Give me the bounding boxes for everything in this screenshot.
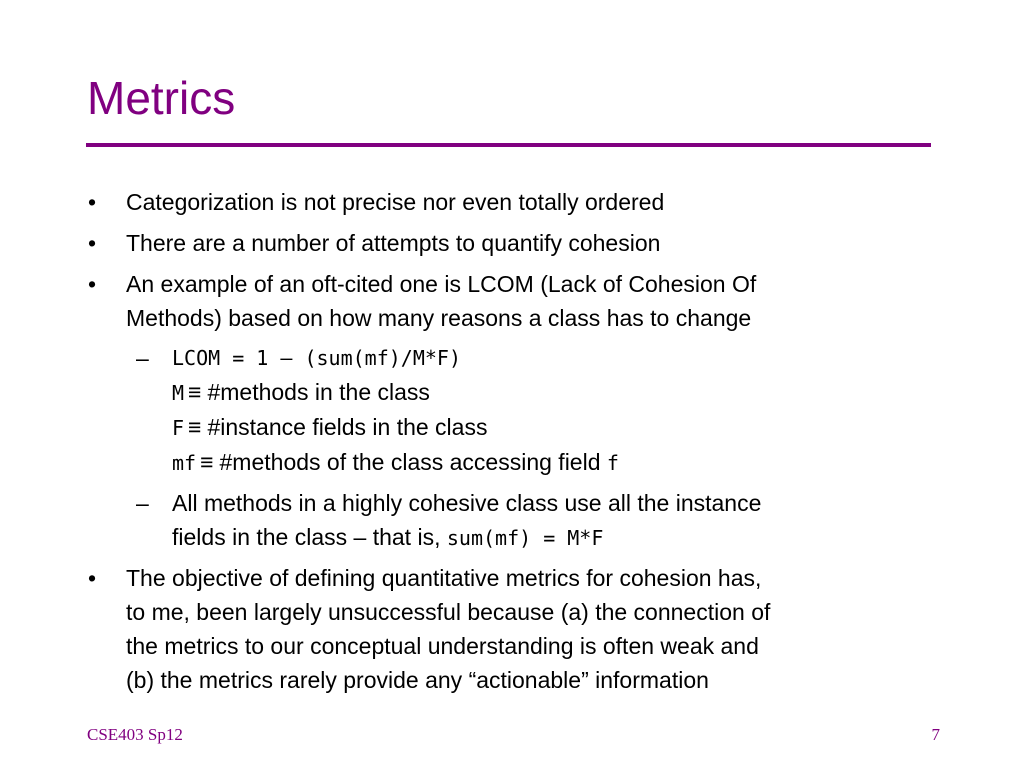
definition-text: #methods in the class bbox=[207, 379, 430, 405]
bullet-item bbox=[126, 561, 946, 697]
bullet-marker: • bbox=[88, 230, 97, 256]
definition-symbol: F bbox=[172, 416, 185, 440]
sub-bullet-text: fields in the class – that is, bbox=[172, 524, 447, 550]
bullet-line: Methods) based on how many reasons a class has to change bbox=[126, 305, 752, 331]
inline-code: sum(mf) = M*F bbox=[446, 526, 604, 550]
definition-line bbox=[172, 445, 932, 480]
bullet-line: An example of an oft-cited one is LCOM (Lack of Cohesion Of bbox=[126, 271, 757, 297]
bullet-line: The objective of defining quantitative metrics for cohesion has, bbox=[126, 565, 762, 591]
title-underline bbox=[86, 143, 931, 147]
equivalence-symbol: ≡ bbox=[188, 414, 202, 440]
slide-title: Metrics bbox=[87, 72, 236, 124]
equivalence-symbol: ≡ bbox=[200, 449, 214, 475]
bullet-item bbox=[126, 267, 946, 335]
equivalence-symbol: ≡ bbox=[188, 379, 202, 405]
bullet-line: (b) the metrics rarely provide any “actionable” information bbox=[126, 667, 709, 693]
sub-bullet-line bbox=[172, 520, 932, 555]
definition-text: #methods of the class accessing field bbox=[219, 449, 607, 475]
bullet-line: to me, been largely unsuccessful because (a) the connection of bbox=[126, 599, 771, 625]
bullet-marker: • bbox=[88, 189, 97, 215]
footer-page-number: 7 bbox=[931, 725, 940, 744]
definition-symbol: mf bbox=[172, 451, 197, 475]
sub-bullet-item bbox=[172, 486, 932, 555]
bullet-line: the metrics to our conceptual understanding is often weak and bbox=[126, 633, 759, 659]
definition-line bbox=[172, 410, 932, 445]
lcom-formula: LCOM = 1 – (sum(mf)/M*F) bbox=[172, 346, 461, 370]
bullet-item bbox=[126, 226, 946, 260]
bullet-line: There are a number of attempts to quantify cohesion bbox=[126, 230, 661, 256]
definition-code: f bbox=[606, 451, 619, 475]
definition-symbol: M bbox=[172, 381, 185, 405]
footer-course: CSE403 Sp12 bbox=[87, 725, 183, 744]
sub-bullet-item bbox=[172, 341, 932, 480]
bullet-item bbox=[126, 185, 946, 219]
sub-bullet-line: All methods in a highly cohesive class use all the instance bbox=[172, 490, 762, 516]
definition-text: #instance fields in the class bbox=[207, 414, 488, 440]
bullet-marker: • bbox=[88, 565, 97, 591]
sub-bullet-marker: – bbox=[136, 345, 149, 371]
bullet-marker: • bbox=[88, 271, 97, 297]
sub-bullet-marker: – bbox=[136, 490, 149, 516]
definition-line bbox=[172, 375, 932, 410]
bullet-line: Categorization is not precise nor even totally ordered bbox=[126, 189, 665, 215]
